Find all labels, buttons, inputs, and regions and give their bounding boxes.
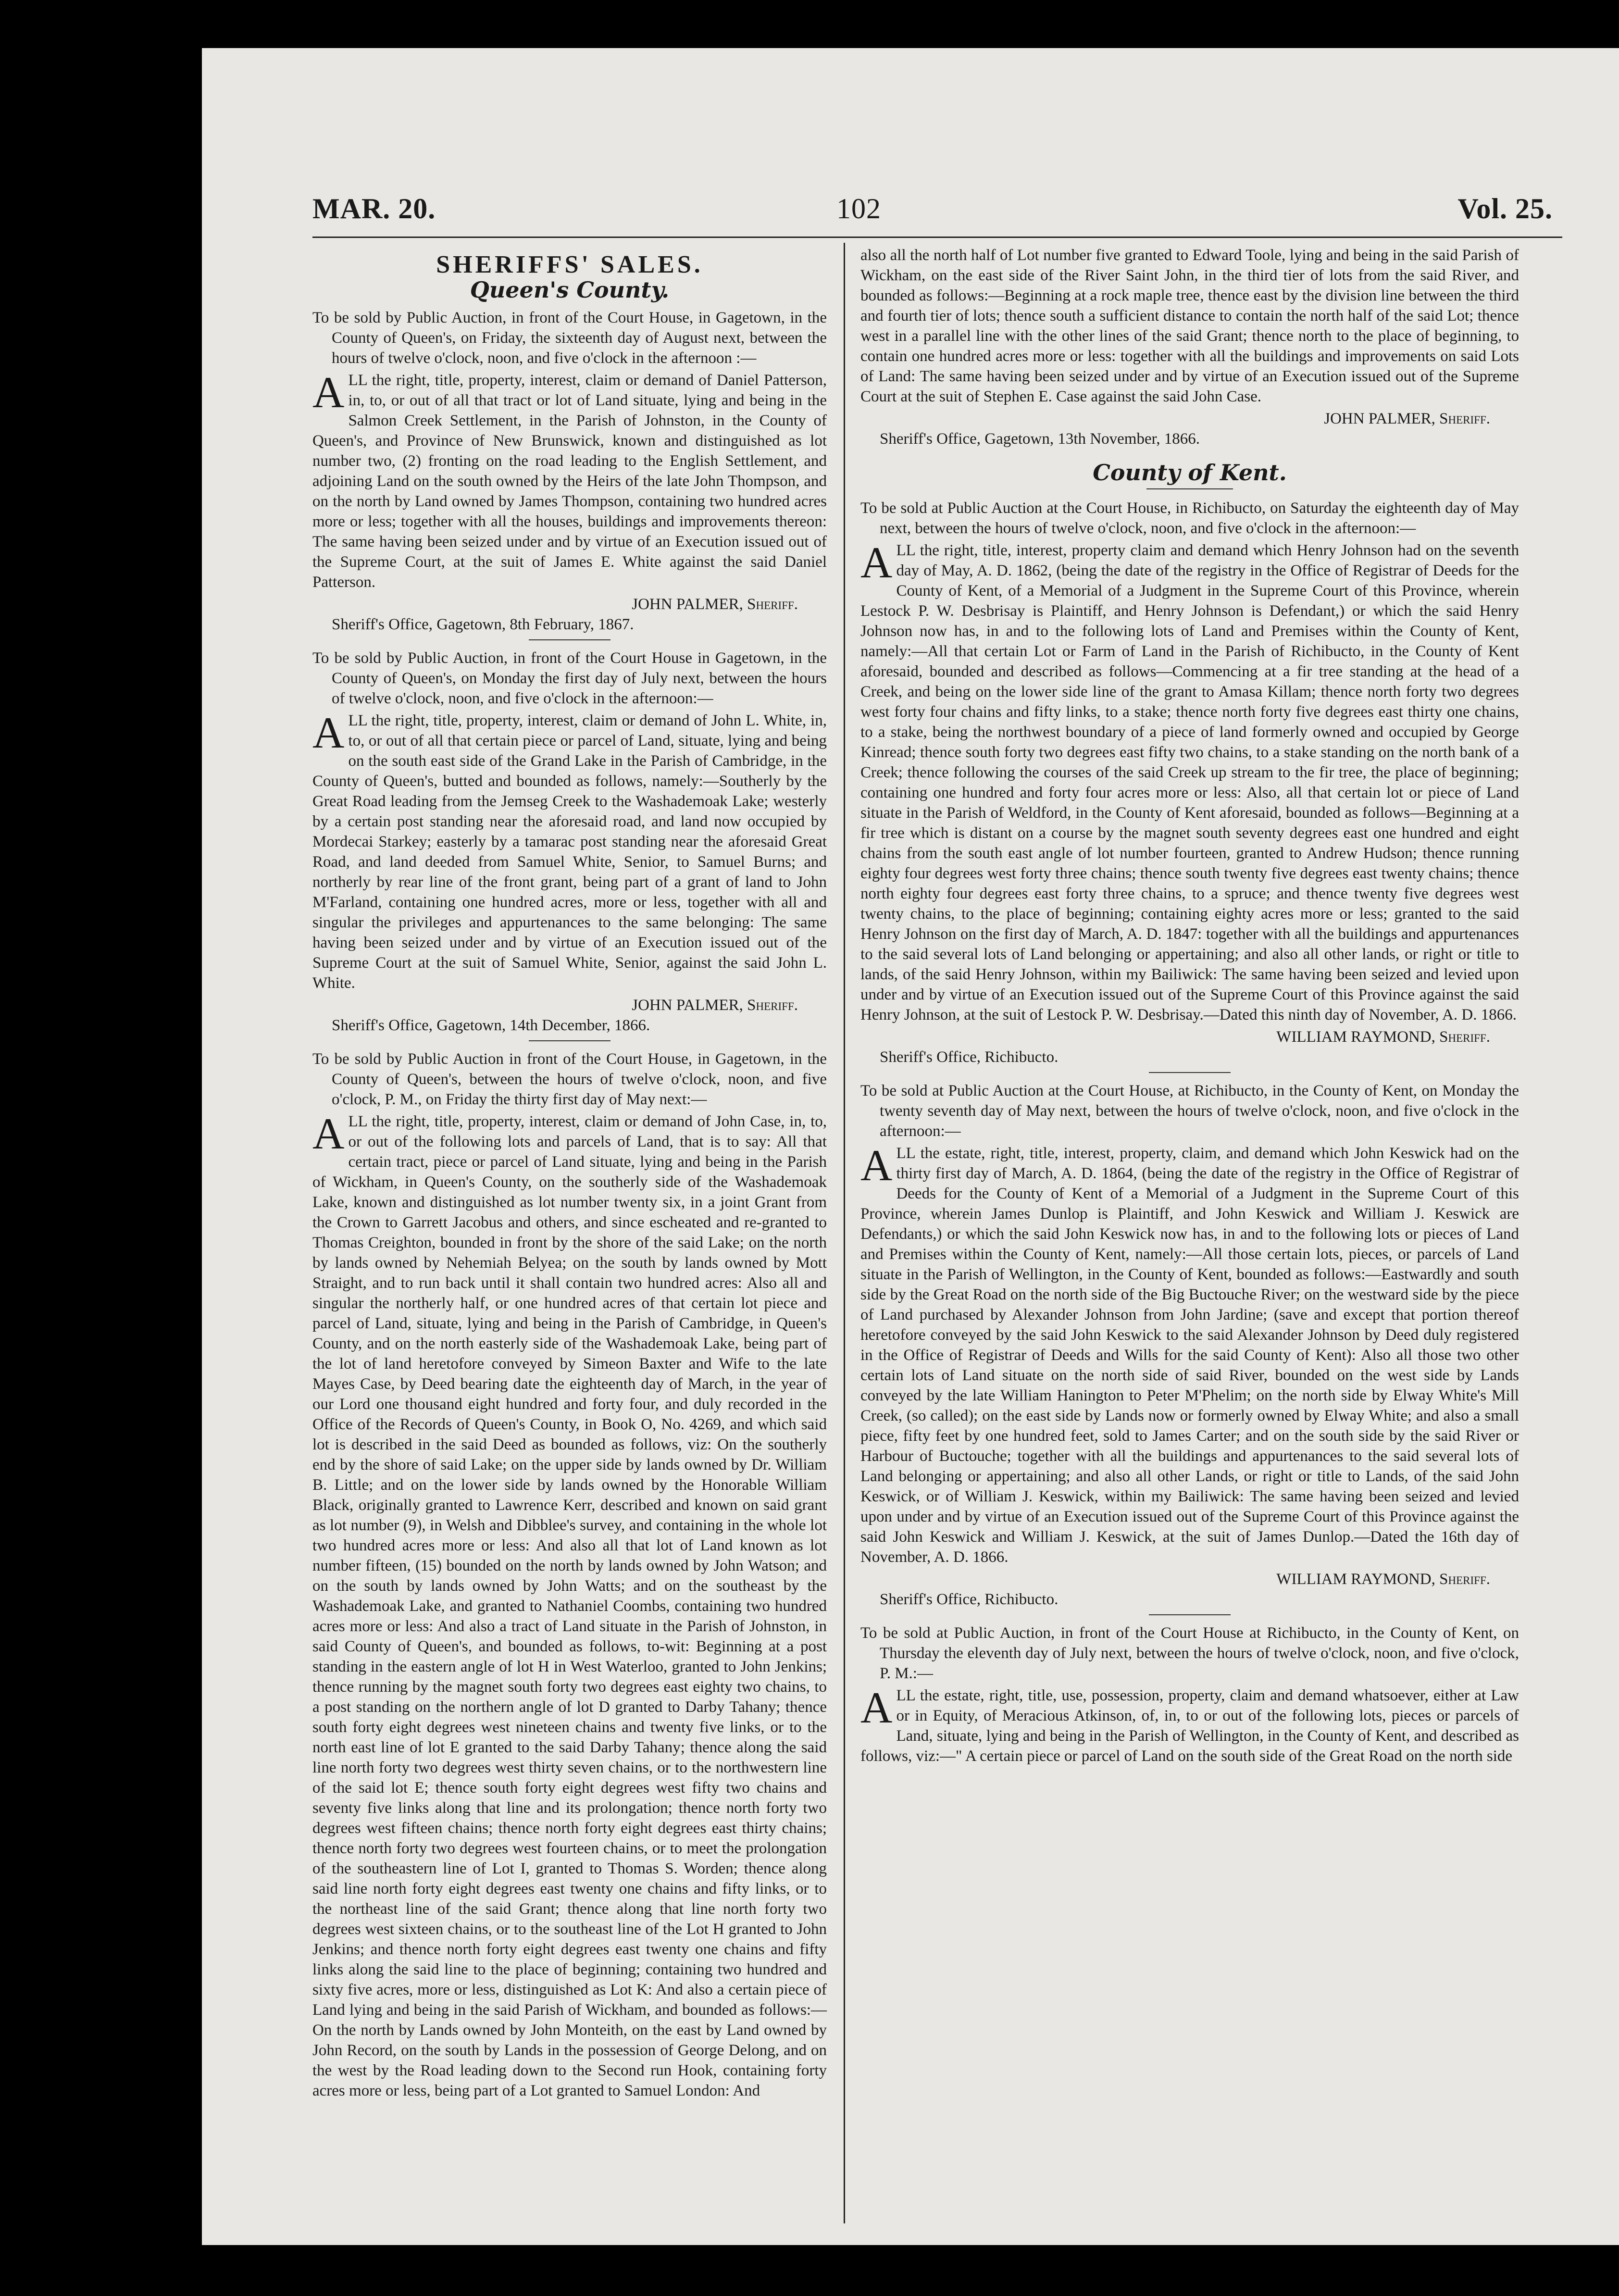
sheriff-signature: JOHN PALMER, Sheriff.: [1324, 410, 1490, 427]
notice-intro: To be sold by Public Auction in front of the Court House, in Gagetown, in the County of Queen's, between the hours of twelve o'clock, noon, and five o'clock, P. M., on Friday the thirty first day of May next:—: [312, 1050, 827, 1108]
issue-date: MAR. 20.: [312, 193, 436, 225]
notice-text: LL the right, title, property, interest, claim or demand of John L. White, in, to, or out of all that certain piece or parcel of Land, situate, lying and being on the south east side of the Grand Lake in the Parish of Cambridge, in the County of Queen's, butted and bounded as follows, namely:—Southerly by the Great Road leading from the Jemseg Creek to the Washademoak Lake; westerly by a certain post standing near the aforesaid road, and land now occupied by Mordecai Starkey; easterly by a tamarac post standing near the aforesaid Great Road, and land deeded from Samuel White, Senior, to Samuel Burns; and northerly by rear line of the front grant, being part of a grant of land to John M'Farland, containing one hundred acres, more or less, together with all and singular the privileges and appurtenances to the same belonging: The same having been seized under and by virtue of an Execution issued out of the Supreme Court at the suit of Samuel White, Senior, against the said John L. White.: [312, 712, 827, 992]
header-rule: [312, 237, 1562, 238]
page-number: 102: [836, 193, 881, 225]
drop-cap: A: [312, 368, 345, 417]
drop-cap: A: [312, 1109, 345, 1158]
notice-body: [860, 1143, 1519, 1567]
newspaper-page: [202, 48, 1619, 2245]
drop-cap: A: [860, 1683, 893, 1732]
notice-separator: [529, 639, 610, 640]
notice-intro: To be sold at Public Auction, in front of the Court House at Richibucto, in the County of Kent, on Thursday the eleventh day of July next, between the hours of twelve o'clock, noon, and five o'clock, P. M.:—: [860, 1624, 1519, 1682]
notice-intro: To be sold by Public Auction, in front of the Court House in Gagetown, in the County of Queen's, on Monday the first day of July next, between the hours of twelve o'clock, noon, and five o'clock in the afternoon:—: [312, 649, 827, 707]
notice-text: LL the estate, right, title, use, possession, property, claim and demand whatsoever, either at Law or in Equity, of Meracious Atkinson, of, in, to or out of the following lots, pieces or parcels of Land, situate, lying and being in the Parish of Wellington, in the County of Kent, and described as follows, viz:—" A certain piece or parcel of Land on the south side of the Great Road on the north side: [860, 1687, 1519, 1765]
volume-number: Vol. 25.: [1457, 193, 1553, 225]
drop-cap: A: [860, 1141, 893, 1190]
notice-separator: [1149, 1072, 1231, 1073]
notice-text: LL the right, title, interest, property claim and demand which Henry Johnson had on the seventh day of May, A. D. 1862, (being the date of the registry in the Office of Registrar of Deeds for the County of Kent, of a Memorial of a Judgment in the Supreme Court of this Province, wherein Lestock P. W. Desbrisay is Plaintiff, and Henry Johnson is Defendant,) or which the said Henry Johnson now has, in and to the following lots of Land and Premises within the County of Kent, namely:—All that certain Lot or Farm of Land in the Parish of Richibucto, in the County of Kent aforesaid, bounded and described as follows—Commencing at a fir tree standing at the head of a Creek, and being on the lower side line of the grant to Amasa Killam; thence north forty two degrees west forty four chains and fifty links, to a stake; thence north forty five degrees east thirty one chains, to a stake, being the northwest boundary of a piece of land formerly owned and occupied by George Kinread; thence south forty two degrees east fifty two chains, to a stake standing on the north bank of a Creek; thence following the courses of the said Creek up stream to the fir tree, the place of beginning; containing one hundred and forty four acres more or less: Also, all that certain lot or piece of Land situate in the Parish of Weldford, in the County of Kent aforesaid, bounded as follows—Beginning at a fir tree which is distant on a course by the magnet south seventy degrees east one hundred and eight chains from the south east angle of lot number fourteen, granted to Andrew Hudson; thence running eighty four degrees west forty three chains; thence south twenty five degrees east twenty chains; thence north eighty four degrees east forty three chains, to a spruce; and thence twenty five degrees west twenty chains, to the place of beginning; containing eighty acres more or less; granted to the said Henry Johnson on the first day of March, A. D. 1847: together with all the buildings and appurtenances to the said several lots of Land belonging or appertaining; and also all other lands, or right or title to lands, of the said Henry Johnson, within my Bailiwick: The same having been seized and levied upon under and by virtue of an Execution issued out of the Supreme Court of this Province against the said Henry Johnson, at the suit of Lestock P. W. Desbrisay.—Dated this ninth day of November, A. D. 1866.: [860, 542, 1519, 1023]
notice-body: [312, 1111, 827, 2101]
right-column: [860, 245, 1519, 1766]
notice-text: LL the right, title, property, interest, claim or demand of John Case, in, to, or out of the following lots and parcels of Land, that is to say: All that certain tract, piece or parcel of Land situate, lying and being in the Parish of Wickham, in Queen's County, on the southerly side of the Washademoak Lake, known and distinguished as lot number twenty six, in a joint Grant from the Crown to Garrett Jacobus and others, and since escheated and re-granted to Thomas Creighton, bounded in front by the shore of the said Lake; on the north by lands owned by Nehemiah Belyea; on the south by lands owned by Mott Straight, and to run back until it shall contain two hundred acres: Also all and singular the northerly half, or one hundred acres of that certain lot piece and parcel of Land, situate, lying and being in the Parish of Cambridge, in Queen's County, and on the north easterly side of the Washademoak Lake, being part of the lot of land heretofore conveyed by Simeon Baxter and Wife to the late Mayes Case, by Deed bearing date the eighteenth day of March, in the year of our Lord one thousand eight hundred and forty four, and duly recorded in the Office of the Records of Queen's County, in Book O, No. 4269, and which said lot is described in the said Deed as bounded as follows, viz: On the southerly end by the shore of said Lake; on the upper side by lands owned by Dr. William B. Little; and on the lower side by lands owned by the Honorable William Black, originally granted to Lawrence Kerr, described and known on said grant as lot number (9), in Welsh and Dibblee's survey, and containing in the whole lot two hundred acres more or less: And also all that lot of Land known as lot number fifteen, (15) bounded on the north by lands owned by John Watson; and on the south by lands owned by John Watts; and on the southeast by the Washademoak Lake, and granted to Nathaniel Coombs, containing two hundred acres more or less: And also a tract of Land situate in the Parish of Johnston, in said County of Queen's, and bounded as follows, to-wit: Beginning at a post standing in the eastern angle of lot H in West Waterloo, granted to John Jenkins; thence running by the magnet south forty two degrees east eighty two chains, to a post standing on the northern angle of lot D granted to Darby Tahany; thence south forty eight degrees west nineteen chains and twenty five links, or to the north east line of lot E granted to the said Darby Tahany; thence along the said line north forty two degrees west thirty seven chains, or to the northwestern line of the said lot E; thence south forty eight degrees west fifty two chains and seventy five links along that line and its prolongation; thence north forty two degrees west fifteen chains; thence north forty eight degrees east thirty chains; thence north forty two degrees west fourteen chains, or to meet the prolongation of the southeastern line of Lot I, granted to Thomas S. Worden; thence along said line north forty eight degrees east twenty one chains and fifty links, or to the northeast line of the said Grant; thence along that line north forty two degrees west sixteen chains, or to the southeast line of the Lot H granted to John Jenkins; and thence north forty eight degrees east twenty one chains and fifty links along the said line to the place of beginning; containing two hundred and sixty five acres, more or less, distinguished as Lot K: And also a certain piece of Land lying and being in the said Parish of Wickham, and bounded as follows:—On the north by Lands owned by John Monteith, on the east by Land owned by John Record, on the south by Lands in the possession of George Delong, and on the west by the Road leading down to the Second run Hook, containing forty acres more or less, being part of a Lot granted to Samuel London: And: [312, 1113, 827, 2099]
sheriff-signature: JOHN PALMER, Sheriff.: [632, 997, 798, 1014]
sheriff-office-line: Sheriff's Office, Gagetown, 8th February, 1867.: [332, 616, 634, 633]
drop-cap: A: [860, 538, 893, 587]
drop-cap: A: [312, 708, 345, 757]
notice-separator: [1149, 1614, 1231, 1615]
left-column: [312, 245, 827, 2101]
column-divider: [844, 243, 845, 2223]
notice-intro: To be sold at Public Auction at the Court House, at Richibucto, in the County of Kent, on Monday the twenty seventh day of May next, between the hours of twelve o'clock, noon, and five o'clock in the afternoon:—: [860, 1082, 1519, 1140]
section-title: SHERIFFS' SALES.: [436, 251, 703, 278]
notice-intro: To be sold by Public Auction, in front of the Court House, in Gagetown, in the County of Queen's, on Friday, the sixteenth day of August next, between the hours of twelve o'clock, noon, and five o'clock in the afternoon :—: [312, 309, 827, 367]
sheriff-office-line: Sheriff's Office, Gagetown, 13th November, 1866.: [880, 430, 1200, 448]
notice-body: [312, 370, 827, 592]
notice-text: LL the right, title, property, interest, claim or demand of Daniel Patterson, in, to, or out of all that tract or lot of Land situate, lying and being in the Salmon Creek Settlement, in the Parish of Johnston, in the County of Queen's, and Province of New Brunswick, known and distinguished as lot number two, (2) fronting on the road leading to the English Settlement, and adjoining Land on the south owned by the Heirs of the late John Thompson, and on the north by Land owned by James Thompson, containing two hundred acres more or less; together with all the houses, buildings and improvements thereon: The same having been seized under and by virtue of an Execution issued out of the Supreme Court, at the suit of James E. White against the said Daniel Patterson.: [312, 372, 827, 591]
notice-continuation: also all the north half of Lot number five granted to Edward Toole, lying and being in the said Parish of Wickham, on the east side of the River Saint John, in the third tier of lots from the said River, and bounded as follows:—Beginning at a rock maple tree, thence east by the division line between the third and fourth tier of lots; thence south a sufficient distance to contain the north half of the said Lot; thence west in a parallel line with the other lines of the said Grant; thence north to the place of beginning, to contain one hundred acres more or less: together with all the buildings and improvements on said Lots of Land: The same having been seized under and by virtue of an Execution issued out of the Supreme Court at the suit of Stephen E. Case against the said John Case.: [860, 247, 1519, 405]
notice-separator: [529, 1040, 610, 1041]
county-heading-kent: County of Kent.: [1093, 460, 1287, 486]
sheriff-office-line: Sheriff's Office, Gagetown, 14th December, 1866.: [332, 1017, 650, 1034]
notice-body: [860, 1685, 1519, 1766]
notice-body: [312, 708, 827, 993]
county-heading-rule: [1146, 488, 1233, 489]
sheriff-signature: WILLIAM RAYMOND, Sheriff.: [1276, 1571, 1490, 1588]
sheriff-signature: WILLIAM RAYMOND, Sheriff.: [1276, 1028, 1490, 1046]
notice-intro: To be sold at Public Auction at the Court House, in Richibucto, on Saturday the eighteenth day of May next, between the hours of twelve o'clock, noon, and five o'clock in the afternoon:—: [860, 499, 1519, 537]
sheriff-office-line: Sheriff's Office, Richibucto.: [880, 1048, 1059, 1066]
sheriff-signature: JOHN PALMER, Sheriff.: [632, 596, 798, 613]
notice-text: LL the estate, right, title, interest, property, claim, and demand which John Keswick had on the thirty first day of March, A. D. 1864, (being the date of the registry in the Office of Registrar of Deeds for the County of Kent of a Memorial of a Judgment in the Supreme Court of this Province, wherein James Dunlop is Plaintiff, and John Keswick and William J. Keswick are Defendants,) or which the said John Keswick now has, in and to the following lots or pieces of Land and Premises within the County of Kent, namely:—All those certain lots, pieces, or parcels of Land situate in the Parish of Wellington, in the County of Kent, bounded as follows:—Eastwardly and south side by the Great Road on the north side of the Big Buctouche River; on the westward side by the piece of Land purchased by Alexander Johnson from John Jardine; (save and except that portion thereof heretofore conveyed by the said John Keswick to the said Alexander Johnson by Deed duly registered in the Office of Registrar of Deeds and Wills for the said County of Kent): Also all those two other certain lots of Land situate on the north side of said River, bounded on the west side by Lands conveyed by the late William Hanington to Peter M'Phelim; on the north side by Elway White's Mill Creek, (so called); on the east side by Lands now or formerly owned by Elway White; and also a small piece, fifty feet by one hundred feet, sold to James Carter; and on the south side by the said River or Harbour of Buctouche; together with all the buildings and appurtenances to the said several lots of Land belonging or appertaining; and also all other Lands, or right or title to Lands, of the said John Keswick, or of William J. Keswick, within my Bailiwick: The same having been seized and levied upon under and by virtue of an Execution issued out of the Supreme Court of this Province against the said John Keswick and William J. Keswick, at the suit of James Dunlop.—Dated the 16th day of November, A. D. 1866.: [860, 1145, 1519, 1566]
county-heading-queens: Queen's County.: [470, 277, 670, 303]
notice-body: [860, 540, 1519, 1025]
sheriff-office-line: Sheriff's Office, Richibucto.: [880, 1591, 1059, 1608]
